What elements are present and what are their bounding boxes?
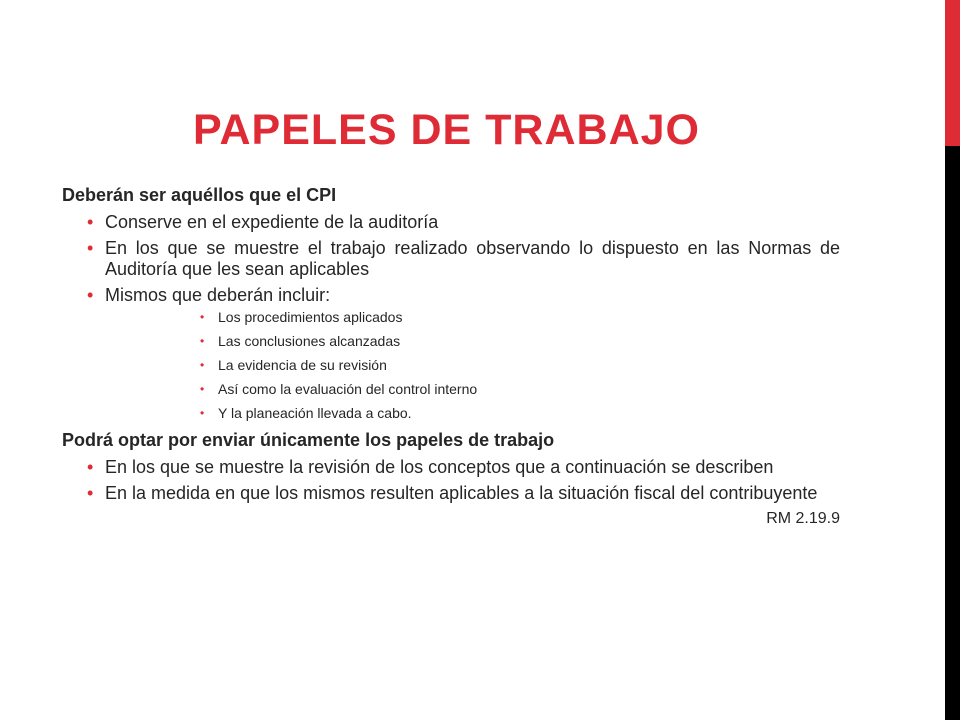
list-item: [62, 212, 840, 233]
slide-body: [62, 183, 840, 529]
slide-title: PAPELES DE TRABAJO: [193, 106, 700, 154]
list-item-text: En los que se muestre la revisión de los conceptos que a continuación se describen: [105, 457, 774, 477]
bullet-icon: •: [87, 212, 94, 232]
list-item-text: Mismos que deberán incluir:: [105, 285, 331, 305]
sub-list-item: [105, 332, 840, 351]
bullet-list-1: [62, 212, 840, 423]
bullet-icon: •: [200, 382, 205, 396]
list-item-text: Conserve en el expediente de la auditoría: [105, 212, 439, 232]
bullet-icon: •: [200, 334, 205, 348]
bullet-icon: •: [87, 285, 94, 305]
list-item-text: En la medida en que los mismos resulten aplicables a la situación fiscal del contribuyente: [105, 483, 818, 503]
sub-list-item: [105, 404, 840, 423]
bullet-icon: •: [200, 406, 205, 420]
list-item: [62, 457, 840, 478]
heading-podra: Podrá optar por enviar únicamente los papeles de trabajo: [62, 430, 555, 450]
heading-deberan: Deberán ser aquéllos que el CPI: [62, 185, 337, 205]
sub-list-item-text: Así como la evaluación del control interno: [218, 381, 478, 397]
sub-list-item: [105, 308, 840, 327]
accent-bar-black: [945, 146, 960, 720]
list-item: [62, 238, 840, 280]
sub-list-item-text: La evidencia de su revisión: [218, 357, 387, 373]
sub-list-item-text: Las conclusiones alcanzadas: [218, 333, 401, 349]
sub-bullet-list: [105, 308, 840, 423]
bullet-icon: •: [87, 457, 94, 477]
accent-bar-red: [945, 0, 960, 146]
list-item: [62, 285, 840, 423]
list-item-text: En los que se muestre el trabajo realizado observando lo dispuesto en las Normas de Auditoría que les sean aplicables: [105, 238, 840, 279]
sub-list-item: [105, 356, 840, 375]
sub-list-item-text: Y la planeación llevada a cabo.: [218, 405, 412, 421]
bullet-list-2: [62, 457, 840, 504]
reference-label: RM 2.19.9: [766, 510, 840, 527]
bullet-icon: •: [87, 238, 94, 258]
sub-list-item: [105, 380, 840, 399]
bullet-icon: •: [200, 358, 205, 372]
list-item: [62, 483, 840, 504]
bullet-icon: •: [87, 483, 94, 503]
bullet-icon: •: [200, 310, 205, 324]
sub-list-item-text: Los procedimientos aplicados: [218, 309, 403, 325]
